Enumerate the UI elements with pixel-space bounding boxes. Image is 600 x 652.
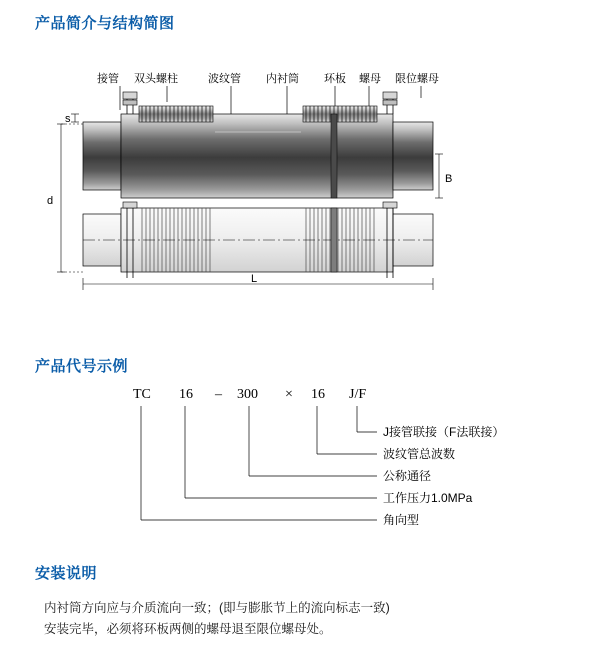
- code-legend-type: 角向型: [383, 513, 420, 527]
- code-legend-joint: J接管联接（F法联接）: [383, 425, 505, 439]
- dim-B: [435, 154, 443, 198]
- structure-diagram: [35, 62, 565, 292]
- dim-L: [83, 278, 433, 290]
- dim-d: [57, 124, 83, 272]
- code-token-waves: 16: [311, 387, 325, 402]
- code-token-pressure: 16: [179, 387, 193, 402]
- code-legend-diameter: 公称通径: [383, 469, 432, 483]
- install-note-line-2: 安装完毕，必须将环板两侧的螺母退至限位螺母处。: [44, 622, 332, 636]
- main-body: [121, 114, 393, 198]
- ring-plate: [331, 114, 337, 198]
- code-legend-waves: 波纹管总波数: [383, 447, 456, 461]
- section-title-intro: 产品简介与结构简图: [35, 15, 175, 32]
- install-note-line-1: 内衬筒方向应与介质流向一致；(即与膨胀节上的流向标志一致): [44, 601, 390, 615]
- code-token-joint: J/F: [349, 387, 367, 402]
- install-notes: [44, 598, 564, 640]
- ring-plate-bottom: [331, 208, 337, 272]
- dim-s: [71, 114, 79, 122]
- callout-label-shuangtou: 双头螺柱: [134, 73, 178, 85]
- dim-label-B: B: [445, 173, 453, 185]
- section-title-code: 产品代号示例: [35, 358, 129, 375]
- dim-label-d: d: [47, 195, 54, 207]
- dim-label-s: s: [65, 113, 71, 125]
- code-legend-pressure: 工作压力1.0MPa: [383, 491, 473, 505]
- callout-label-jieguan: 接管: [97, 73, 119, 85]
- bellows-left: [139, 106, 213, 122]
- code-token-diameter: 300: [237, 387, 258, 402]
- callout-label-bowenguan: 波纹管: [208, 73, 241, 85]
- section-title-install: 安装说明: [35, 565, 98, 582]
- callout-label-neichentong: 内衬筒: [266, 73, 299, 85]
- code-designation-diagram: [35, 382, 565, 542]
- bellows-right: [303, 106, 377, 122]
- right-pipe: [393, 122, 433, 190]
- callout-label-xianweiluomu: 限位螺母: [395, 73, 439, 85]
- code-token-type: TC: [133, 387, 151, 402]
- code-token-times: ×: [285, 387, 293, 402]
- callout-label-huanban: 环板: [324, 73, 346, 85]
- left-pipe: [83, 122, 121, 190]
- dim-label-L: L: [251, 273, 258, 285]
- code-leaders: [141, 406, 377, 520]
- code-token-dash: –: [215, 387, 222, 402]
- callout-label-luomu: 螺母: [359, 73, 381, 85]
